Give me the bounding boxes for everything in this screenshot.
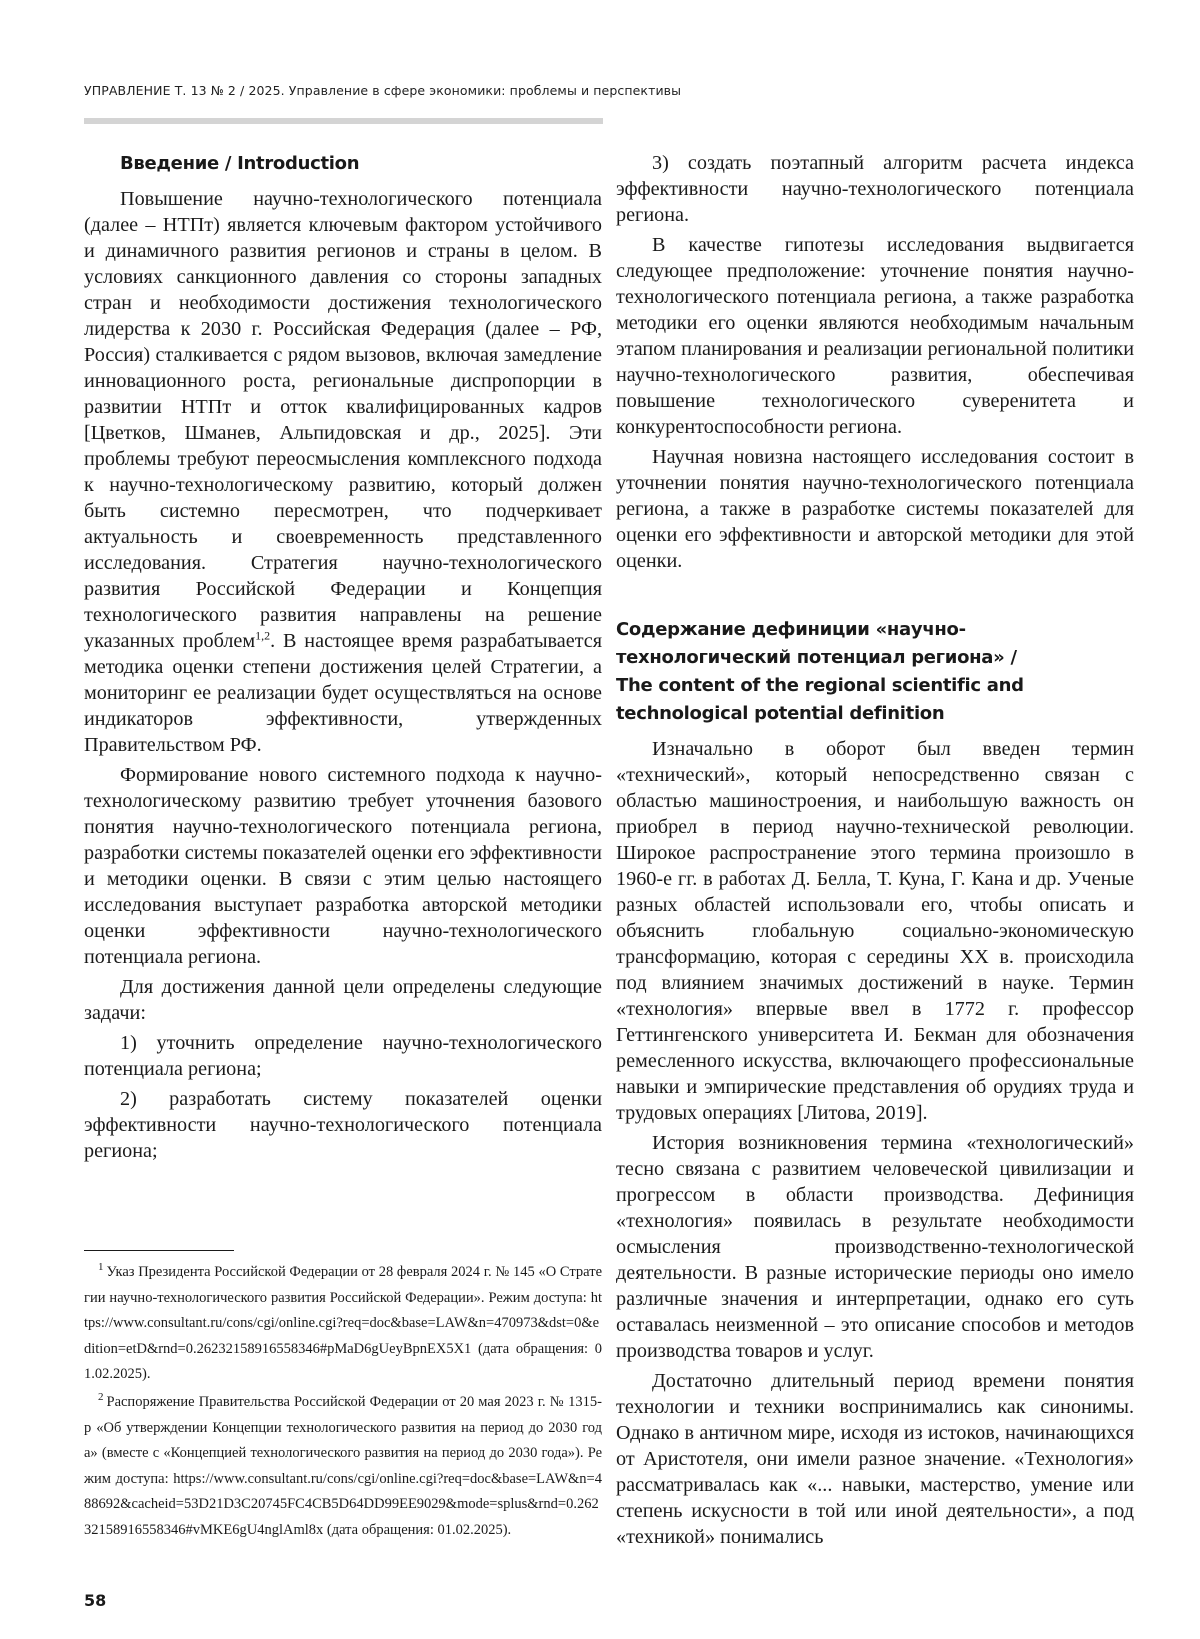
right-column [616, 150, 1134, 1554]
footnote-ref-1-2[interactable]: 1,2 [255, 628, 271, 643]
definition-section-heading [616, 616, 1134, 728]
definition-paragraph-1: Изначально в оборот был введен термин «технический», который непосредственно связан с областью машиностроения, и наибольшую важность он приобрел в период научно-технической революции. Широкое распространение этого термина произошло в 1960-е гг. в работах Д. Белла, Т. Куна, Г. Кана и др. Ученые разных областей использовали его, чтобы описать и объяснить глобальную социально-экономическую трансформацию, которая с середины XX в. происходила под влиянием значимых достижений в науке. Термин «технология» впервые ввел в 1772 г. профессор Геттингенского университета И. Бекман для обозначения ремесленного искусства, включающего профессиональные навыки и эмпирические представления об орудиях труда и трудовых операциях [Литова, 2019]. [616, 738, 1134, 1124]
intro-paragraph-1-text: Повышение научно-технологического потенциала (далее – НТПт) является ключевым фактором устойчивого и динамичного развития регионов и страны в целом. В условиях санкционного давления со стороны западных стран и необходимости достижения технологического лидерства к 2030 г. Российская Федерация (далее – РФ, Россия) сталкивается с рядом вызовов, включая замедление инновационного роста, региональные диспропорции в развитии НТПт и отток квалифицированных кадров [Цветков, Шманев, Альпидовская и др., 2025]. Эти проблемы требуют переосмысления комплексного подхода к научно-технологическому развитию, который должен быть системно пересмотрен, что подчеркивает актуальность и своевременность представленного исследования. Стратегия научно-технологического развития Российской Федерации и Концепция технологического развития направлены на решение указанных проблем [84, 188, 602, 652]
left-column [84, 150, 602, 1168]
introduction-heading: Введение / Introduction [120, 153, 360, 174]
intro-paragraph-1 [84, 186, 602, 758]
task-item-1: 1) уточнить определение научно-технологического потенциала региона; [84, 1032, 602, 1080]
footnote-2-text[interactable]: Распоряжение Правительства Российской Федерации от 20 мая 2023 г. № 1315-р «Об утверждении Концепции технологического развития на период до 2030 года» (вместе с «Концепцией технологического развития на период до 2030 года»). Режим доступа: https://www.consultant.ru/cons/cgi/online.cgi?req=doc&base=LAW&n=488692&cacheid=53D21D3C20745FC4CB5D64DD99EE9029&mode=splus&rnd=0.26232158916558346#vMKE6gU4nglAml8x (дата обращения: 01.02.2025). [84, 1393, 602, 1538]
definition-heading-ru: Содержание дефиниции «научно-технологический потенциал региона» / [616, 619, 1017, 668]
task-item-2: 2) разработать систему показателей оценки эффективности научно-технологического потенциала региона; [84, 1088, 602, 1162]
footnote-1-text[interactable]: Указ Президента Российской Федерации от 28 февраля 2024 г. № 145 «О Стратегии научно-технологического развития Российской Федерации». Режим доступа: https://www.consultant.ru/cons/cgi/online.cgi?req=doc&base=LAW&n=470973&dst=0&edition=etD&rnd=0.26232158916558346#pMaD6gUeyBpnEX5X1 (дата обращения: 01.02.2025). [84, 1264, 602, 1383]
footnotes [84, 1260, 602, 1546]
task-item-3: 3) создать поэтапный алгоритм расчета индекса эффективности научно-технологического потенциала региона. [616, 152, 1134, 226]
intro-paragraph-2: Формирование нового системного подхода к научно-технологическому развитию требует уточнения базового понятия научно-технологического потенциала региона, разработки системы показателей оценки его эффективности и методики оценки. В связи с этим целью настоящего исследования выступает разработка авторской методики оценки эффективности научно-технологического потенциала региона. [84, 764, 602, 968]
footnote-1-mark: 1 [98, 1261, 104, 1274]
definition-paragraph-3: Достаточно длительный период времени понятия технологии и техники воспринимались как синонимы. Однако в античном мире, исходя из истоков, начинающихся от Аристотеля, они имели разное значение. «Технология» рассматривалась как «... навыки, мастерство, умение или степень искусности в той или иной деятельности», а под «техникой» понимались [616, 1370, 1134, 1548]
hypothesis-paragraph: В качестве гипотезы исследования выдвигается следующее предположение: уточнение понятия научно-технологического потенциала региона, а также разработка методики его оценки являются необходимым начальным этапом планирования и реализации региональной политики научно-технологического развития, обеспечивая повышение технологического суверенитета и конкурентоспособности региона. [616, 234, 1134, 438]
running-header: УПРАВЛЕНИЕ Т. 13 № 2 / 2025. Управление в сфере экономики: проблемы и перспективы [84, 83, 682, 98]
definition-heading-en: The content of the regional scientific and technological potential definition [616, 675, 1024, 724]
footnote-2-mark: 2 [98, 1391, 104, 1404]
footnote-rule [84, 1250, 234, 1251]
tasks-intro-paragraph: Для достижения данной цели определены следующие задачи: [84, 976, 602, 1024]
header-rule [84, 118, 603, 124]
footnote-1 [84, 1260, 602, 1388]
intro-paragraph-1-tail: . В настоящее время разрабатывается методика оценки степени достижения целей Стратегии, а мониторинг ее реализации будет осуществляться на основе индикаторов эффективности, утвержденных Правительством РФ. [84, 630, 603, 756]
page-number: 58 [84, 1591, 107, 1610]
definition-paragraph-2: История возникновения термина «технологический» тесно связана с развитием человеческой цивилизации и прогрессом в области производства. Дефиниция «технология» появилась в результате необходимости осмысления производственно-технологической деятельности. В разные исторические периоды оно имело различные значения и интерпретации, однако его суть оставалась неизменной – это описание способов и методов производства товаров и услуг. [616, 1132, 1134, 1362]
footnote-2 [84, 1390, 602, 1544]
novelty-paragraph: Научная новизна настоящего исследования состоит в уточнении понятия научно-технологического потенциала региона, а также в разработке системы показателей для оценки его эффективности и авторской методики для этой оценки. [616, 446, 1134, 572]
